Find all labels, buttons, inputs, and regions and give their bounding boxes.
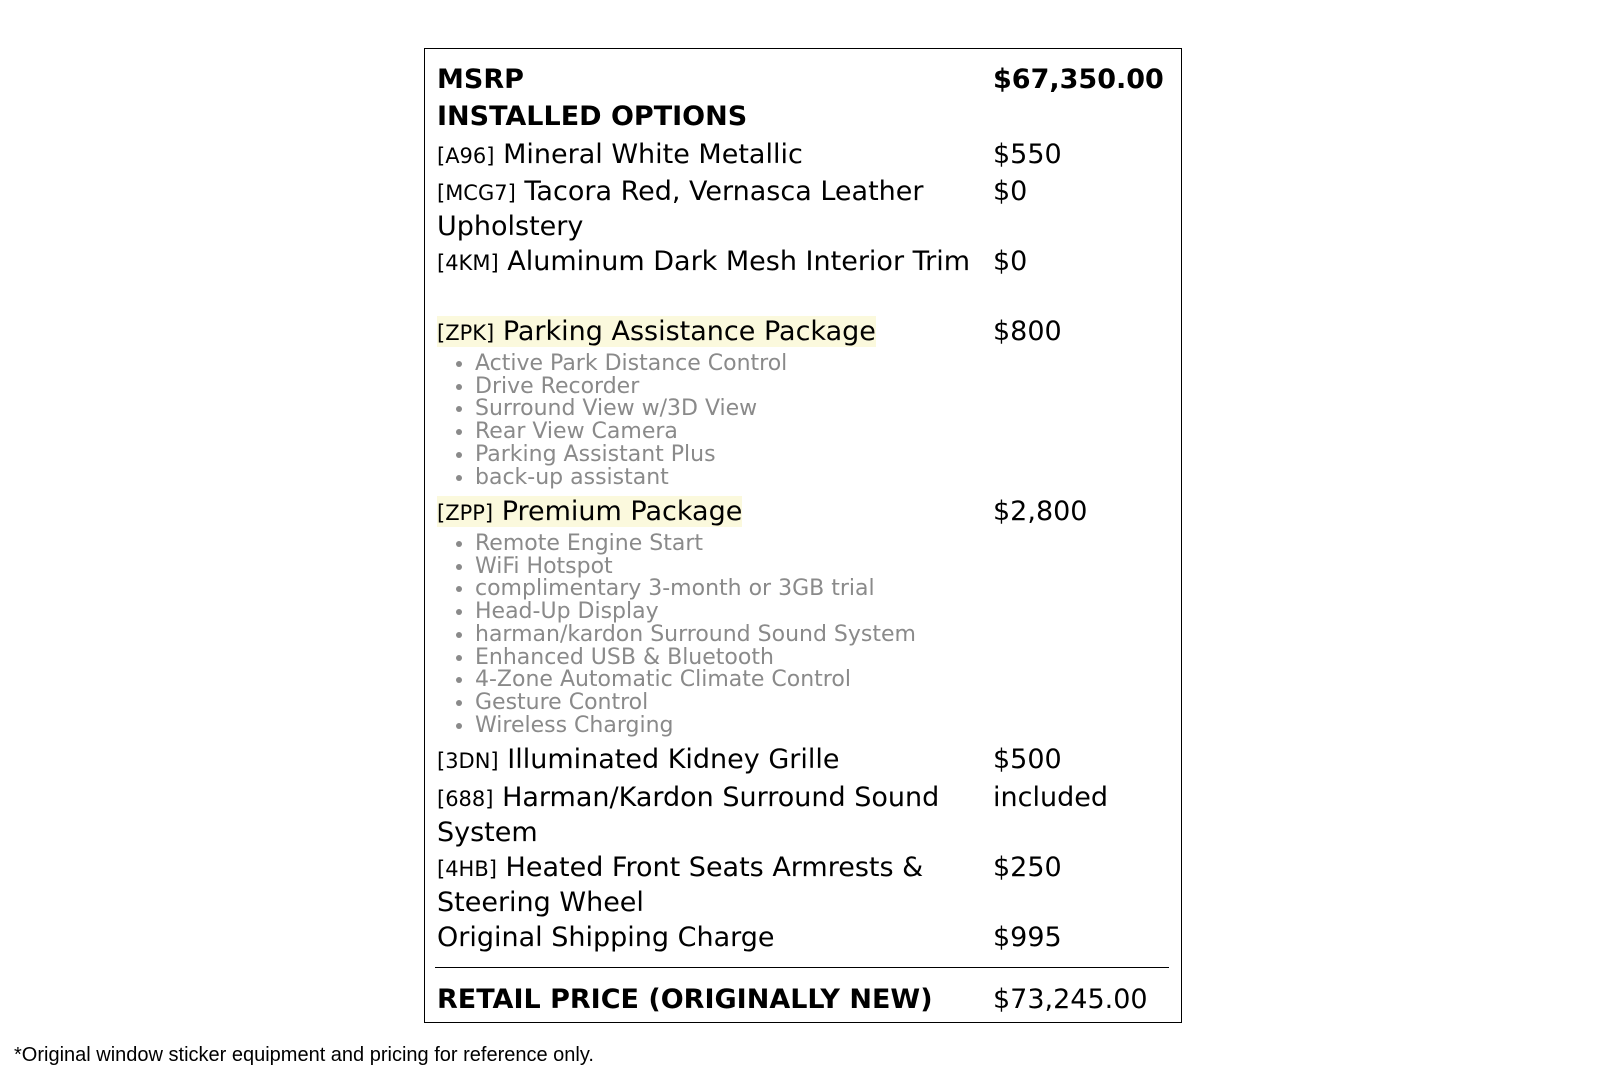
parking-package-feature-list bbox=[451, 353, 787, 489]
feature-item: • WiFi Hotspot bbox=[475, 556, 916, 579]
option-description bbox=[437, 851, 977, 919]
feature-item: • Drive Recorder bbox=[475, 376, 787, 399]
installed-options-heading: INSTALLED OPTIONS bbox=[437, 101, 748, 132]
option-price: $500 bbox=[993, 744, 1062, 775]
option-code: [4HB] bbox=[437, 857, 497, 881]
option-price: $550 bbox=[993, 139, 1062, 170]
package-title-highlight bbox=[437, 316, 876, 347]
option-price: $800 bbox=[993, 316, 1062, 347]
option-code: [A96] bbox=[437, 144, 495, 168]
feature-item: • 4-Zone Automatic Climate Control bbox=[475, 669, 916, 692]
option-code: [3DN] bbox=[437, 749, 499, 773]
option-description bbox=[437, 781, 977, 849]
option-price: $0 bbox=[993, 246, 1028, 277]
option-name: Aluminum Dark Mesh Interior Trim bbox=[507, 246, 971, 277]
feature-item: • Gesture Control bbox=[475, 692, 916, 715]
feature-item: • Head-Up Display bbox=[475, 601, 916, 624]
feature-item: • Rear View Camera bbox=[475, 421, 787, 444]
option-code: [4KM] bbox=[437, 251, 499, 275]
retail-price-label: RETAIL PRICE (ORIGINALLY NEW) bbox=[437, 984, 933, 1015]
option-name: Parking Assistance Package bbox=[502, 316, 876, 347]
option-description bbox=[437, 138, 977, 173]
option-price: $0 bbox=[993, 176, 1028, 207]
option-description bbox=[437, 175, 977, 243]
feature-item: • Active Park Distance Control bbox=[475, 353, 787, 376]
option-name: Heated Front Seats Armrests & Steering Wheel bbox=[437, 852, 924, 918]
option-price: $250 bbox=[993, 852, 1062, 883]
option-name: Harman/Kardon Surround Sound System bbox=[437, 782, 940, 848]
option-name: Illuminated Kidney Grille bbox=[507, 744, 840, 775]
msrp-value: $67,350.00 bbox=[993, 64, 1164, 95]
feature-item: • Remote Engine Start bbox=[475, 533, 916, 556]
shipping-label: Original Shipping Charge bbox=[437, 922, 775, 953]
package-title-highlight bbox=[437, 496, 742, 527]
option-code: [MCG7] bbox=[437, 181, 516, 205]
option-code: [688] bbox=[437, 787, 494, 811]
option-name: Premium Package bbox=[501, 496, 743, 527]
option-code: [ZPK] bbox=[437, 321, 495, 345]
feature-item: • complimentary 3-month or 3GB trial bbox=[475, 578, 916, 601]
option-name: Tacora Red, Vernasca Leather Upholstery bbox=[437, 176, 924, 242]
option-name: Mineral White Metallic bbox=[503, 139, 803, 170]
option-price: included bbox=[993, 782, 1108, 813]
feature-item: • Enhanced USB & Bluetooth bbox=[475, 647, 916, 670]
option-description bbox=[437, 743, 977, 778]
shipping-value: $995 bbox=[993, 922, 1062, 953]
option-code: [ZPP] bbox=[437, 501, 494, 525]
option-description bbox=[437, 245, 977, 280]
feature-item: • Surround View w/3D View bbox=[475, 398, 787, 421]
feature-item: • harman/kardon Surround Sound System bbox=[475, 624, 916, 647]
feature-item: • back-up assistant bbox=[475, 467, 787, 490]
window-sticker-pricing-box bbox=[424, 48, 1182, 1023]
reference-footnote: *Original window sticker equipment and pricing for reference only. bbox=[14, 1044, 594, 1066]
option-price: $2,800 bbox=[993, 496, 1088, 527]
retail-price-value: $73,245.00 bbox=[993, 984, 1148, 1015]
option-description bbox=[437, 495, 977, 530]
option-description bbox=[437, 315, 977, 350]
msrp-label: MSRP bbox=[437, 64, 524, 95]
premium-package-feature-list bbox=[451, 533, 916, 737]
feature-item: • Wireless Charging bbox=[475, 715, 916, 738]
total-divider bbox=[435, 967, 1169, 968]
feature-item: • Parking Assistant Plus bbox=[475, 444, 787, 467]
